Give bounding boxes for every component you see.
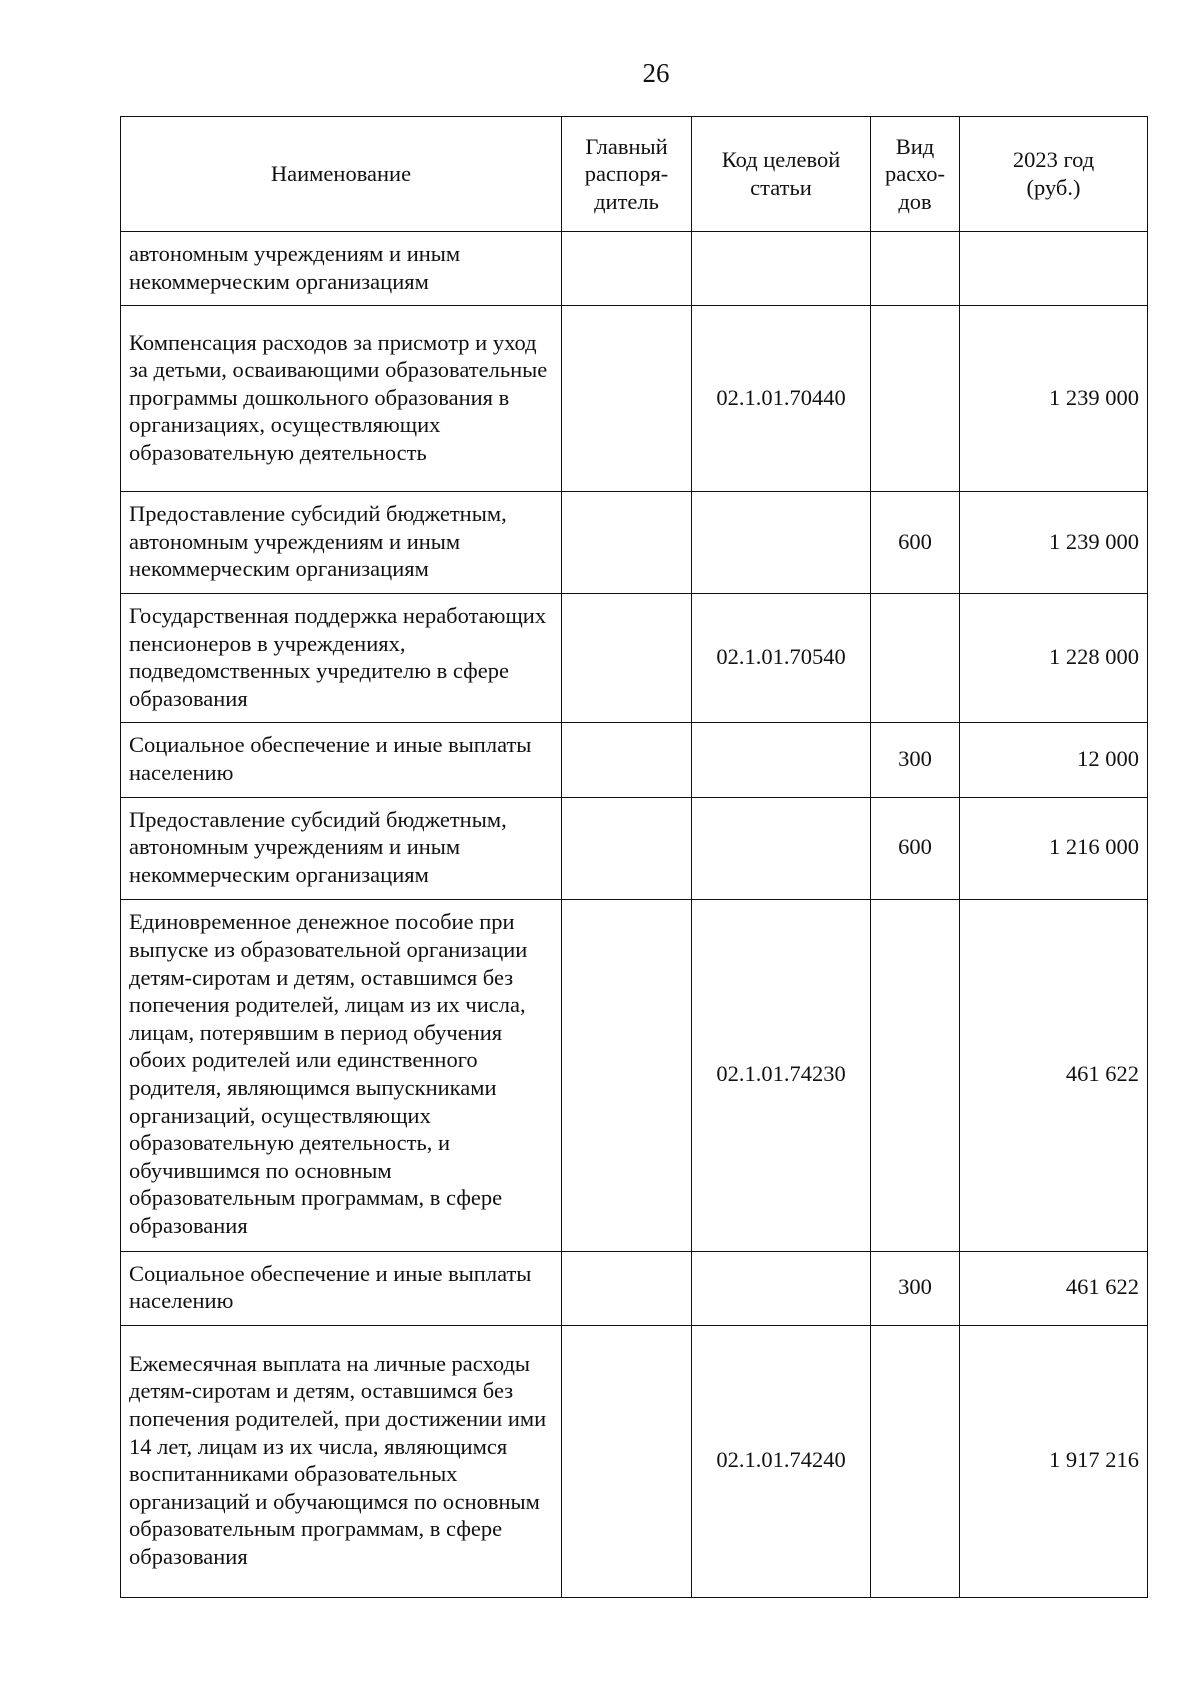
header-target-code: Код целевой статьи: [692, 117, 871, 232]
row-kind: 600: [871, 797, 960, 899]
row-manager: [562, 797, 692, 899]
header-year-2023: 2023 год (руб.): [960, 117, 1148, 232]
table-row: [121, 797, 1148, 899]
row-kind: [871, 232, 960, 306]
row-name: Ежемесячная выплата на личные расходы детям-сиротам и детям, оставшимся без попечения родителей, при достижении ими 14 лет, лицам из их числа, являющимся воспитанниками образовательных организаций и обучающимся по основным образовательным программам, в сфере образования: [121, 1325, 562, 1597]
row-amount: 1 917 216: [960, 1325, 1148, 1597]
row-kind: [871, 593, 960, 722]
table-row: [121, 899, 1148, 1251]
row-amount: 12 000: [960, 723, 1148, 797]
table-row: [121, 492, 1148, 594]
row-amount: 1 239 000: [960, 492, 1148, 594]
row-name: Социальное обеспечение и иные выплаты населению: [121, 723, 562, 797]
table-row: [121, 306, 1148, 492]
row-amount: [960, 232, 1148, 306]
row-amount: 461 622: [960, 1251, 1148, 1325]
row-manager: [562, 899, 692, 1251]
row-manager: [562, 1325, 692, 1597]
table-header-row: [121, 117, 1148, 232]
row-kind: [871, 899, 960, 1251]
row-manager: [562, 492, 692, 594]
row-kind: 300: [871, 1251, 960, 1325]
row-amount: 1 239 000: [960, 306, 1148, 492]
row-name: Предоставление субсидий бюджетным, автономным учреждениям и иным некоммерческим организациям: [121, 797, 562, 899]
budget-table: [120, 116, 1148, 1598]
row-name: Предоставление субсидий бюджетным, автономным учреждениям и иным некоммерческим организациям: [121, 492, 562, 594]
table-row: [121, 723, 1148, 797]
row-code: [692, 492, 871, 594]
row-name: Социальное обеспечение и иные выплаты населению: [121, 1251, 562, 1325]
row-amount: 461 622: [960, 899, 1148, 1251]
row-code: 02.1.01.70440: [692, 306, 871, 492]
table-row: [121, 593, 1148, 722]
table-row: [121, 1251, 1148, 1325]
row-kind: [871, 1325, 960, 1597]
row-name: Компенсация расходов за присмотр и уход за детьми, осваивающими образовательные программы дошкольного образования в организациях, осуществляющих образовательную деятельность: [121, 306, 562, 492]
row-kind: 300: [871, 723, 960, 797]
header-main-manager-text: Главный распоря-дитель: [584, 133, 669, 214]
row-code: 02.1.01.74230: [692, 899, 871, 1251]
header-expense-type: Вид расхо-дов: [871, 117, 960, 232]
row-name: Государственная поддержка неработающих пенсионеров в учреждениях, подведомственных учредителю в сфере образования: [121, 593, 562, 722]
row-manager: [562, 306, 692, 492]
header-name: Наименование: [121, 117, 562, 232]
row-name: автономным учреждениям и иным некоммерческим организациям: [121, 232, 562, 306]
page-number: 26: [642, 58, 670, 88]
row-manager: [562, 723, 692, 797]
row-kind: [871, 306, 960, 492]
header-main-manager: [562, 117, 692, 232]
row-amount: 1 228 000: [960, 593, 1148, 722]
row-name: Единовременное денежное пособие при выпуске из образовательной организации детям-сиротам и детям, оставшимся без попечения родителей, лицам из их числа, лицам, потерявшим в период обучения обоих родителей или единственного родителя, являющимся выпускниками организаций, осуществляющих образовательную деятельность, и обучившимся по основным образовательным программам, в сфере образования: [121, 899, 562, 1251]
row-code: 02.1.01.74240: [692, 1325, 871, 1597]
table-row: [121, 232, 1148, 306]
table-row: [121, 1325, 1148, 1597]
row-code: [692, 723, 871, 797]
row-kind: 600: [871, 492, 960, 594]
row-code: 02.1.01.70540: [692, 593, 871, 722]
row-code: [692, 1251, 871, 1325]
row-code: [692, 797, 871, 899]
row-manager: [562, 593, 692, 722]
row-code: [692, 232, 871, 306]
row-manager: [562, 232, 692, 306]
row-amount: 1 216 000: [960, 797, 1148, 899]
row-manager: [562, 1251, 692, 1325]
